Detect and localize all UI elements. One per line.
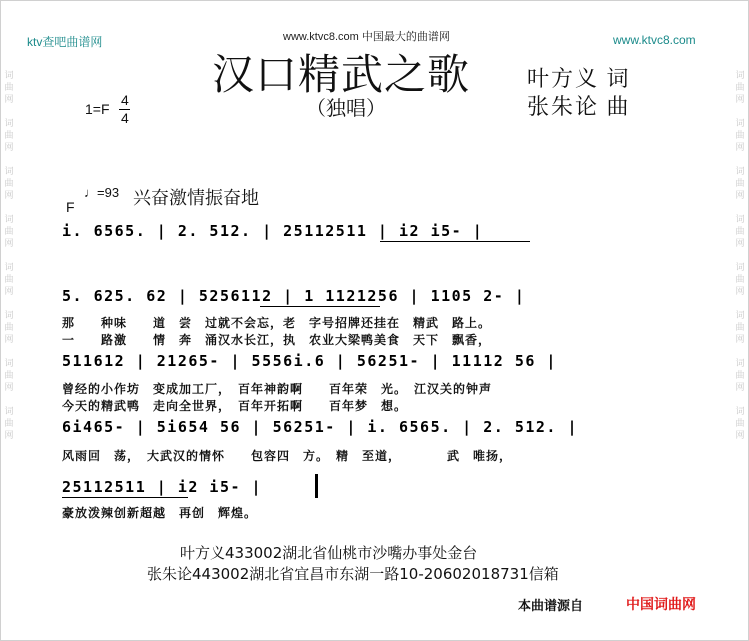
song-subtitle: （独唱）: [306, 98, 386, 120]
expression-marking: 兴奋激情振奋地: [133, 188, 259, 208]
lyric-line-2a: 那 种味 道 尝 过就不会忘，老 字号招牌还挂在 精武 路上。: [62, 316, 492, 330]
side-watermark-left: 词曲网 词曲网 词曲网 词曲网 词曲网 词曲网 词曲网 词曲网: [4, 71, 14, 441]
final-barline: [315, 474, 318, 498]
lyric-line-4a: 风雨回 荡， 大武汉的情怀 包容四 方。 精 至道， 武 唯扬，: [62, 449, 513, 463]
source-site-link[interactable]: 中国词曲网: [626, 597, 696, 613]
score-line-1: i. 6565. | 2. 512. | 25112511 | i2 i5- |: [62, 222, 484, 240]
score-underline-5: [62, 497, 188, 498]
watermark-left: ktv查吧曲谱网: [27, 35, 103, 49]
lyric-line-5a: 豪放泼辣创新超越 再创 辉煌。: [62, 506, 258, 520]
composer-credit: 张朱论 曲: [527, 94, 631, 119]
site-top-banner: www.ktvc8.com 中国最大的曲谱网: [283, 31, 450, 43]
key-signature: 1=F: [85, 101, 110, 117]
score-underline-1: [380, 241, 530, 242]
lyric-line-3b: 今天的精武鸭 走向全世界， 百年开拓啊 百年梦 想。: [62, 399, 408, 413]
address-composer: 张朱论443002湖北省宜昌市东湖一路10-20602018731信箱: [147, 565, 559, 583]
side-watermark-right: 词曲网 词曲网 词曲网 词曲网 词曲网 词曲网 词曲网 词曲网: [735, 71, 745, 441]
time-signature-top: 4: [121, 92, 129, 108]
score-line-3: 511612 | 21265- | 5556i.6 | 56251- | 11112 56 |: [62, 352, 557, 370]
song-title: 汉口精武之歌: [212, 53, 471, 99]
address-lyricist: 叶方义433002湖北省仙桃市沙嘴办事处金台: [180, 544, 478, 562]
dynamic-marking: F: [66, 199, 75, 215]
score-line-5: 25112511 | i2 i5- |: [62, 478, 263, 496]
source-label: 本曲谱源自: [518, 599, 584, 614]
score-line-4: 6i465- | 5i654 56 | 56251- | i. 6565. | 2. 512. |: [62, 418, 579, 436]
watermark-right: www.ktvc8.com: [613, 33, 696, 47]
score-underline-2: [260, 306, 380, 307]
time-signature-bottom: 4: [121, 110, 129, 126]
lyricist-credit: 叶方义 词: [527, 66, 631, 91]
score-line-2: 5. 625. 62 | 5256112 | 1 1121256 | 1105 2- |: [62, 287, 526, 305]
lyric-line-3a: 曾经的小作坊 变成加工厂， 百年神韵啊 百年荣 光。 江汉关的钟声: [62, 382, 493, 396]
lyric-line-2b: 一 路激 情 奔 涌汉水长江，执 农业大梁鸭美食 天下 飘香，: [62, 333, 492, 347]
tempo-marking: ♩=93: [84, 185, 120, 200]
